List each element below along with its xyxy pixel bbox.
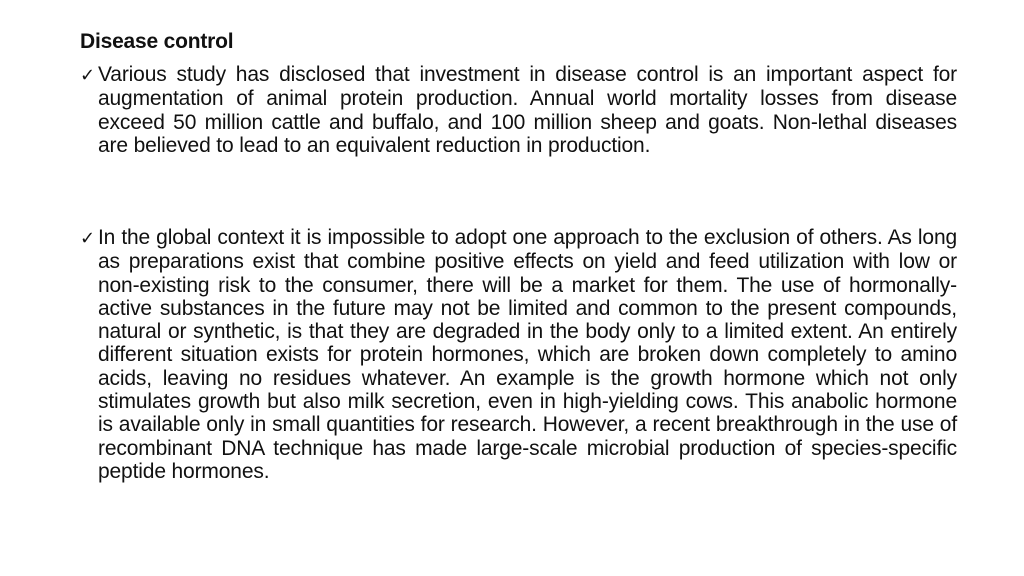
- bullet-point: [80, 226, 957, 483]
- bullet-text: In the global context it is impossible to adopt one approach to the exclusion of others. As long as preparations exist that combine positive effects on yield and feed utilization with low or non-existing risk to the consumer, there will be a market for them. The use of hormonally-active substances in the future may not be limited and common to the present compounds, natural or synthetic, is that they are degraded in the body only to a limited extent. An entirely different situation exists for protein hormones, which are broken down completely to amino acids, leaving no residues whatever. An example is the growth hormone which not only stimulates growth but also milk secretion, even in high-yielding cows. This anabolic hormone is available only in small quantities for research. However, a recent breakthrough in the use of recombinant DNA technique has made large-scale microbial production of species-specific peptide hormones.: [98, 226, 957, 483]
- check-mark-icon: ✓: [80, 65, 95, 86]
- bullet-paragraph: [80, 226, 957, 483]
- section-heading: Disease control: [80, 30, 234, 53]
- bullet-paragraph: [80, 63, 957, 157]
- check-mark-icon: ✓: [80, 228, 95, 249]
- bullet-text: Various study has disclosed that investment in disease control is an important aspect for augmentation of animal protein production. Annual world mortality losses from disease exceed 50 million cattle and buffalo, and 100 million sheep and goats. Non-lethal diseases are believed to lead to an equivalent reduction in production.: [98, 63, 957, 157]
- bullet-point: [80, 63, 957, 157]
